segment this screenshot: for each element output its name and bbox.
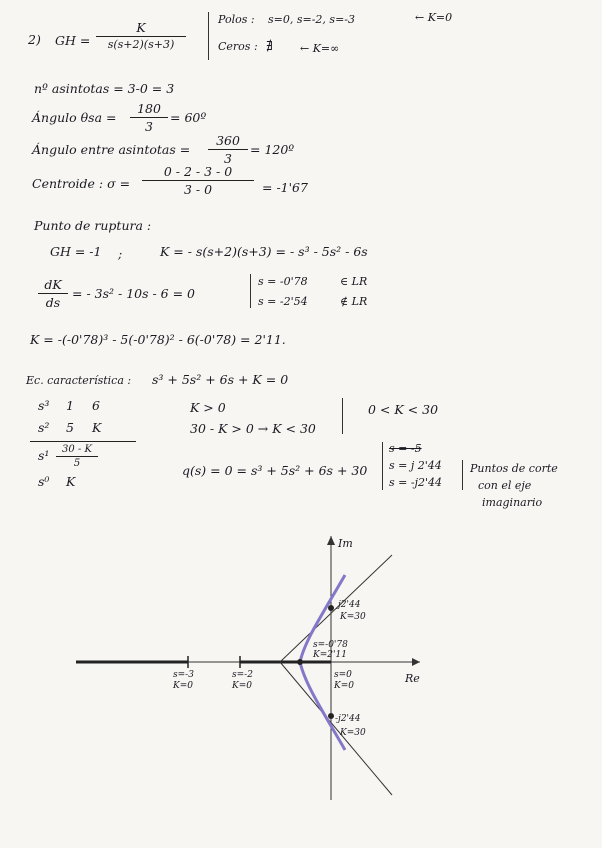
note-line-1: Puntos de corte bbox=[470, 462, 558, 475]
axis-im-label: Im bbox=[338, 537, 353, 550]
poles-values: s=0, s=-2, s=-3 bbox=[268, 13, 356, 26]
condition-2: 30 - K > 0 → K < 30 bbox=[190, 421, 316, 436]
dk-rhs: = - 3s² - 10s - 6 = 0 bbox=[72, 286, 196, 301]
gh-label: GH = bbox=[55, 33, 91, 48]
real-axis-arrow bbox=[412, 658, 420, 666]
routh-row-label: s¹ bbox=[38, 448, 50, 463]
lower-crossing-label: -j2'44 bbox=[335, 714, 361, 724]
angle-result: = 60º bbox=[170, 110, 207, 125]
angle-denominator: 3 bbox=[145, 119, 153, 134]
pole3-gain: K=0 bbox=[173, 681, 193, 691]
crossing-lower bbox=[328, 713, 334, 719]
item-number: 2) bbox=[28, 32, 41, 47]
routh-cell: K bbox=[92, 420, 102, 435]
breakaway-title: Punto de ruptura : bbox=[34, 218, 152, 233]
pole2-label: s=-2 bbox=[232, 670, 253, 680]
k-equation: K = - s(s+2)(s+3) = - s³ - 5s² - 6s bbox=[160, 244, 368, 259]
routh-s1-numerator: 30 - K bbox=[56, 444, 98, 457]
between-label: Ángulo entre asintotas = bbox=[32, 142, 191, 157]
ds-denominator: ds bbox=[45, 295, 61, 310]
solution-1: s = -5 bbox=[389, 442, 422, 455]
routh-cell: K bbox=[66, 474, 76, 489]
pole0-gain: K=0 bbox=[334, 681, 354, 691]
routh-cell: 6 bbox=[92, 398, 100, 413]
centroid-denominator: 3 - 0 bbox=[183, 182, 213, 197]
pole3-label: s=-3 bbox=[173, 670, 194, 680]
char-eq-label: Ec. característica : bbox=[26, 374, 132, 387]
poles-label: Polos : bbox=[218, 13, 255, 26]
upper-crossing-label: j2'44 bbox=[338, 600, 361, 610]
centroid-result: = -1'67 bbox=[262, 180, 308, 195]
routh-s1-denominator: 5 bbox=[73, 458, 81, 469]
pole2-gain: K=0 bbox=[232, 681, 252, 691]
char-eq: s³ + 5s² + 6s + K = 0 bbox=[152, 372, 289, 387]
condition-1: K > 0 bbox=[190, 400, 226, 415]
centroid-label: Centroide : σ = bbox=[32, 176, 131, 191]
between-result: = 120º bbox=[250, 142, 295, 157]
root2: s = -2'54 bbox=[258, 295, 308, 308]
angle-numerator: 180 bbox=[130, 101, 168, 118]
breakaway-point bbox=[297, 659, 303, 665]
root2-note: ∉ LR bbox=[340, 295, 368, 308]
crossing-upper bbox=[328, 605, 334, 611]
zeros-gain: ← K=∞ bbox=[300, 42, 340, 55]
k-value: K = -(-0'78)³ - 5(-0'78)² - 6(-0'78) = 2'11. bbox=[30, 332, 286, 347]
k-range: 0 < K < 30 bbox=[368, 402, 439, 417]
gh-numerator: K bbox=[96, 20, 186, 37]
routh-cell: 1 bbox=[66, 398, 74, 413]
dk-numerator: dK bbox=[38, 277, 68, 294]
q-equation: q(s) = 0 = s³ + 5s² + 6s + 30 bbox=[182, 463, 368, 478]
root1-note: ∈ LR bbox=[340, 275, 368, 288]
root1: s = -0'78 bbox=[258, 275, 308, 288]
solution-3: s = -j2'44 bbox=[389, 476, 443, 489]
poles-gain: ← K=0 bbox=[415, 11, 453, 24]
note-line-3: imaginario bbox=[482, 496, 543, 509]
solution-2: s = j 2'44 bbox=[389, 459, 442, 472]
asymptote-count: nº asintotas = 3-0 = 3 bbox=[34, 81, 175, 96]
routh-row-label: s³ bbox=[38, 398, 50, 413]
centroid-numerator: 0 - 2 - 3 - 0 bbox=[142, 164, 254, 181]
breakaway-gain: K=2'11 bbox=[313, 650, 347, 660]
imag-axis-arrow bbox=[327, 536, 335, 545]
pole0-label: s=0 bbox=[334, 670, 352, 680]
zeros-value: ∄ bbox=[266, 38, 273, 53]
lower-crossing-gain: K=30 bbox=[340, 728, 366, 738]
angle-label: Ángulo θsa = bbox=[32, 110, 117, 125]
note-line-2: con el eje bbox=[478, 479, 532, 492]
zeros-label: Ceros : bbox=[218, 40, 258, 53]
gh-equation: GH = -1 bbox=[50, 244, 102, 259]
routh-cell: 5 bbox=[66, 420, 74, 435]
breakaway-label: s=-0'78 bbox=[313, 640, 348, 650]
gh-denominator: s(s+2)(s+3) bbox=[107, 38, 175, 51]
separator: ; bbox=[118, 246, 123, 261]
routh-row-label: s⁰ bbox=[38, 474, 50, 489]
routh-row-label: s² bbox=[38, 420, 50, 435]
upper-crossing-gain: K=30 bbox=[340, 612, 366, 622]
between-denominator: 3 bbox=[224, 151, 232, 166]
between-numerator: 360 bbox=[208, 133, 248, 150]
axis-re-label: Re bbox=[405, 672, 420, 685]
